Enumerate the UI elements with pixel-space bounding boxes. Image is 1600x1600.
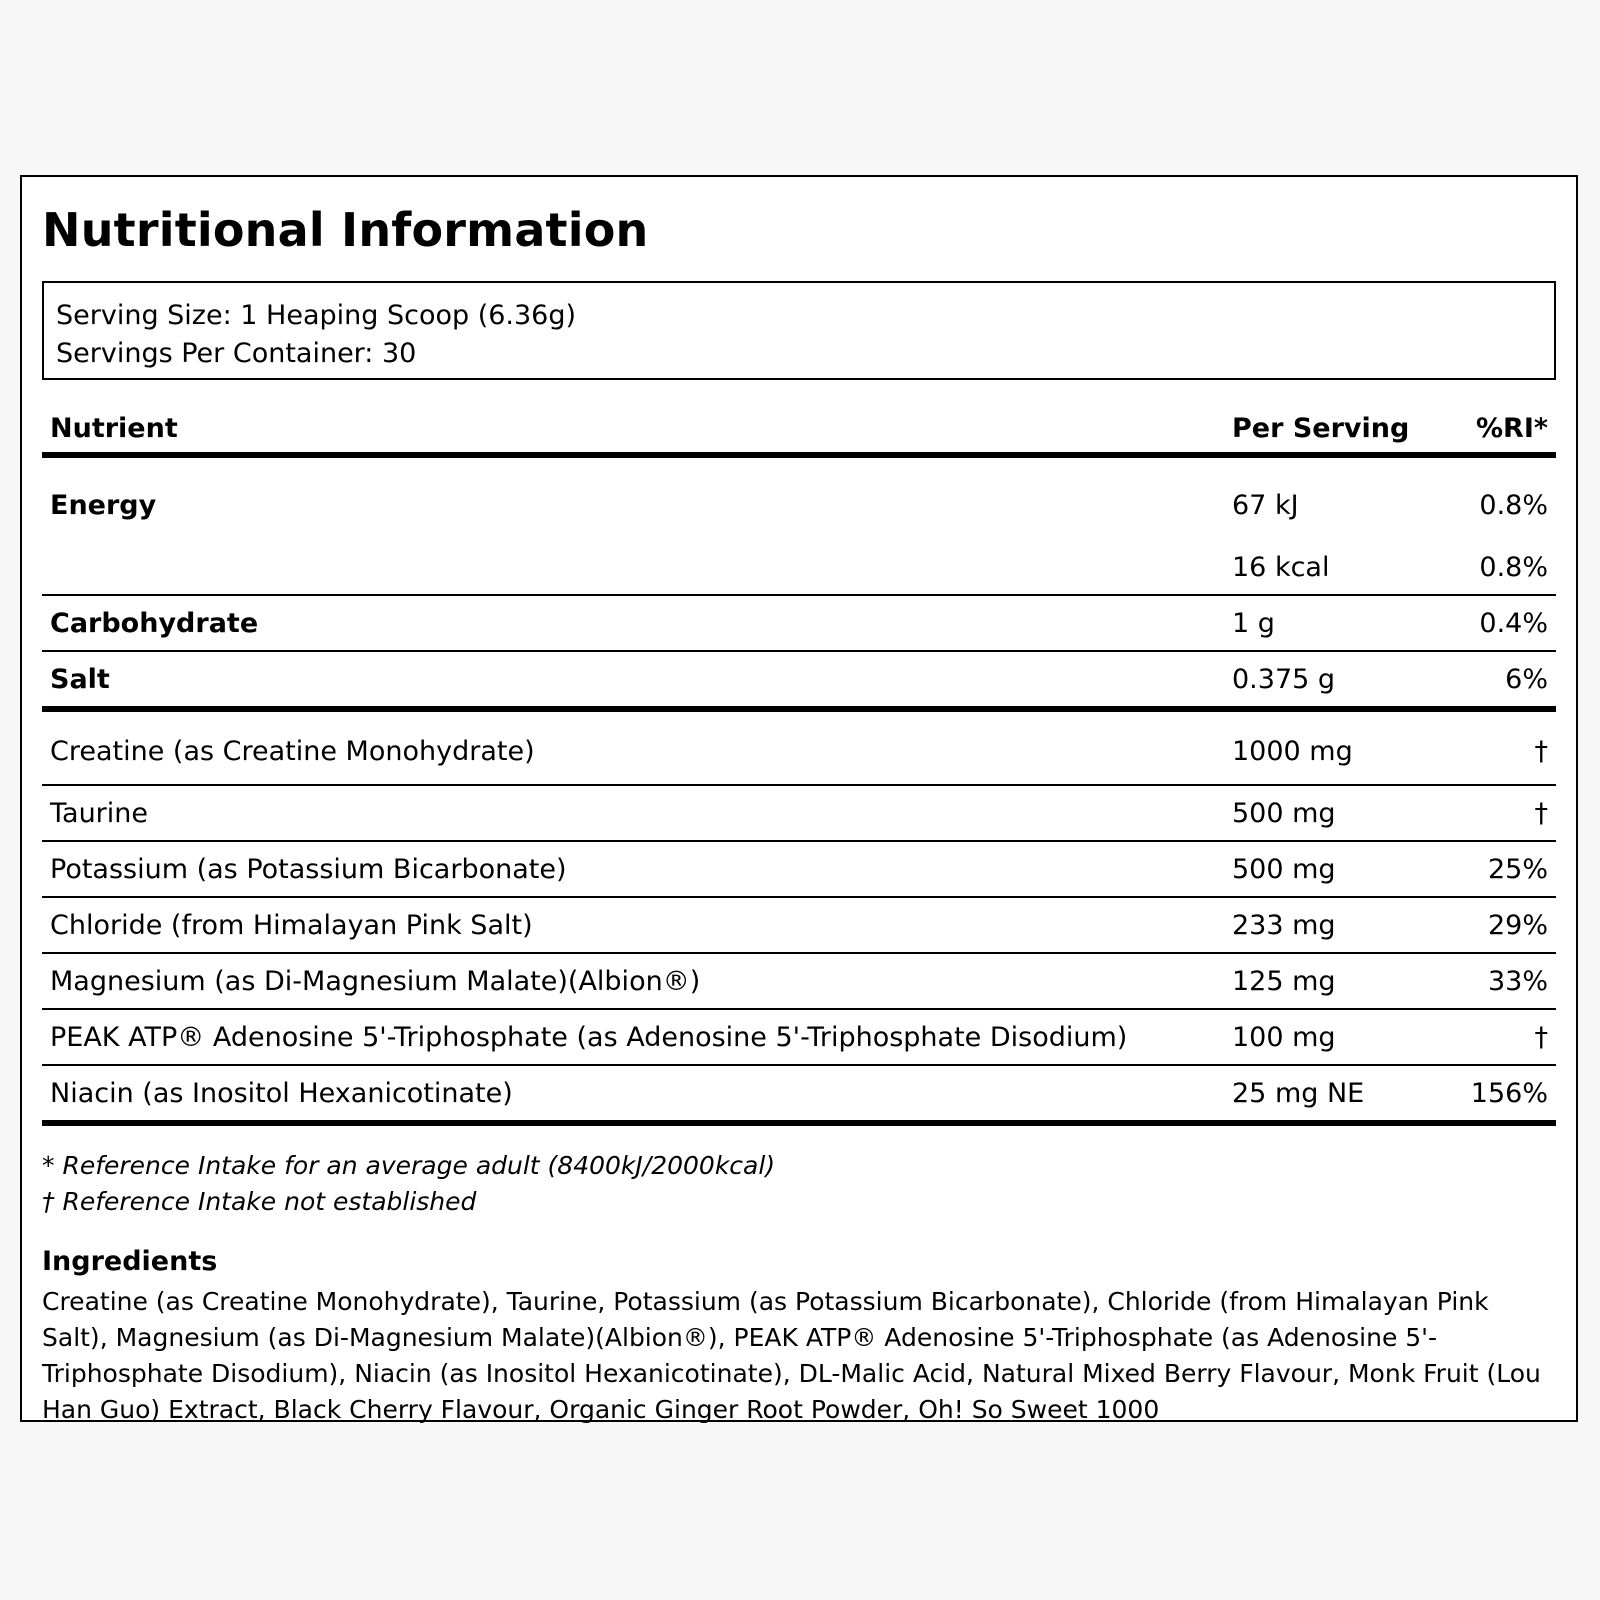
nutrient-ri: † — [1440, 785, 1556, 841]
nutrient-amount: 0.375 g — [1224, 651, 1440, 709]
nutrient-ri: 156% — [1440, 1065, 1556, 1123]
nutrient-amount: 500 mg — [1224, 785, 1440, 841]
nutrient-name: Potassium (as Potassium Bicarbonate) — [42, 841, 1224, 897]
nutrient-ri: † — [1440, 709, 1556, 785]
nutrition-table — [42, 404, 1556, 1126]
header-ri: %RI* — [1440, 404, 1556, 455]
nutrient-ri: 29% — [1440, 897, 1556, 953]
nutrient-amount: 233 mg — [1224, 897, 1440, 953]
footnote-dagger: † Reference Intake not established — [42, 1187, 477, 1216]
table-row — [42, 953, 1556, 1009]
nutrient-amount: 1 g — [1224, 595, 1440, 651]
ingredients-heading: Ingredients — [42, 1246, 218, 1277]
nutrient-name: Salt — [42, 651, 1224, 709]
nutrient-ri: 0.8% — [1440, 540, 1556, 595]
serving-size: Serving Size: 1 Heaping Scoop (6.36g) — [56, 300, 577, 331]
nutrient-ri: 0.8% — [1479, 489, 1548, 521]
ingredients-text: Creatine (as Creatine Monohydrate), Taurine, Potassium (as Potassium Bicarbonate), Chloride (from Himalayan Pink Salt), Magnesium (as Di-Magnesium Malate)(Albion®), PEAK ATP® Adenosine 5'-Triphosphate (as Adenosine 5'-Triphosphate Disodium), Niacin (as Inositol Hexanicotinate), DL-Malic Acid, Natural Mixed Berry Flavour, Monk Fruit (Lou Han Guo) Extract, Black Cherry Flavour, Organic Ginger Root Powder, Oh! So Sweet 1000 — [42, 1287, 1541, 1424]
table-row-salt — [42, 651, 1556, 709]
nutrient-amount: 67 kJ — [1232, 489, 1299, 521]
footnote-ri: * Reference Intake for an average adult (8400kJ/2000kcal) — [42, 1151, 776, 1180]
page-title: Nutritional Information — [42, 203, 649, 257]
nutrient-name: Taurine — [42, 785, 1224, 841]
nutrient-ri: 33% — [1440, 953, 1556, 1009]
nutrient-name: Chloride (from Himalayan Pink Salt) — [42, 897, 1224, 953]
header-per-serving: Per Serving — [1224, 404, 1440, 455]
nutrient-name: Carbohydrate — [42, 595, 1224, 651]
nutrient-name — [42, 540, 1224, 595]
nutrition-panel — [20, 175, 1578, 1422]
table-row — [42, 785, 1556, 841]
nutrient-name: Niacin (as Inositol Hexanicotinate) — [42, 1065, 1224, 1123]
nutrient-name: Creatine (as Creatine Monohydrate) — [42, 709, 1224, 785]
header-nutrient: Nutrient — [42, 404, 1224, 455]
nutrient-name: Energy — [50, 489, 157, 521]
nutrient-ri: 0.4% — [1440, 595, 1556, 651]
table-row-carbohydrate — [42, 595, 1556, 651]
nutrient-ri: † — [1440, 1009, 1556, 1065]
table-row — [42, 1065, 1556, 1123]
nutrient-amount: 125 mg — [1224, 953, 1440, 1009]
nutrient-ri: 25% — [1440, 841, 1556, 897]
footnotes — [42, 1148, 1556, 1220]
table-row-energy-kj — [42, 455, 1556, 540]
servings-per-container: Servings Per Container: 30 — [56, 338, 417, 369]
nutrient-amount: 25 mg NE — [1224, 1065, 1440, 1123]
nutrient-name: Magnesium (as Di-Magnesium Malate)(Albion®) — [42, 953, 1224, 1009]
table-row — [42, 897, 1556, 953]
nutrient-name: PEAK ATP® Adenosine 5'-Triphosphate (as Adenosine 5'-Triphosphate Disodium) — [42, 1009, 1224, 1065]
nutrient-amount: 16 kcal — [1224, 540, 1440, 595]
table-row — [42, 841, 1556, 897]
table-header-row — [42, 404, 1556, 455]
nutrient-ri: 6% — [1440, 651, 1556, 709]
nutrient-amount: 100 mg — [1224, 1009, 1440, 1065]
table-row — [42, 709, 1556, 785]
table-row-energy-kcal — [42, 540, 1556, 595]
nutrient-amount: 500 mg — [1224, 841, 1440, 897]
nutrient-amount: 1000 mg — [1224, 709, 1440, 785]
table-row — [42, 1009, 1556, 1065]
serving-info-box — [42, 281, 1556, 380]
